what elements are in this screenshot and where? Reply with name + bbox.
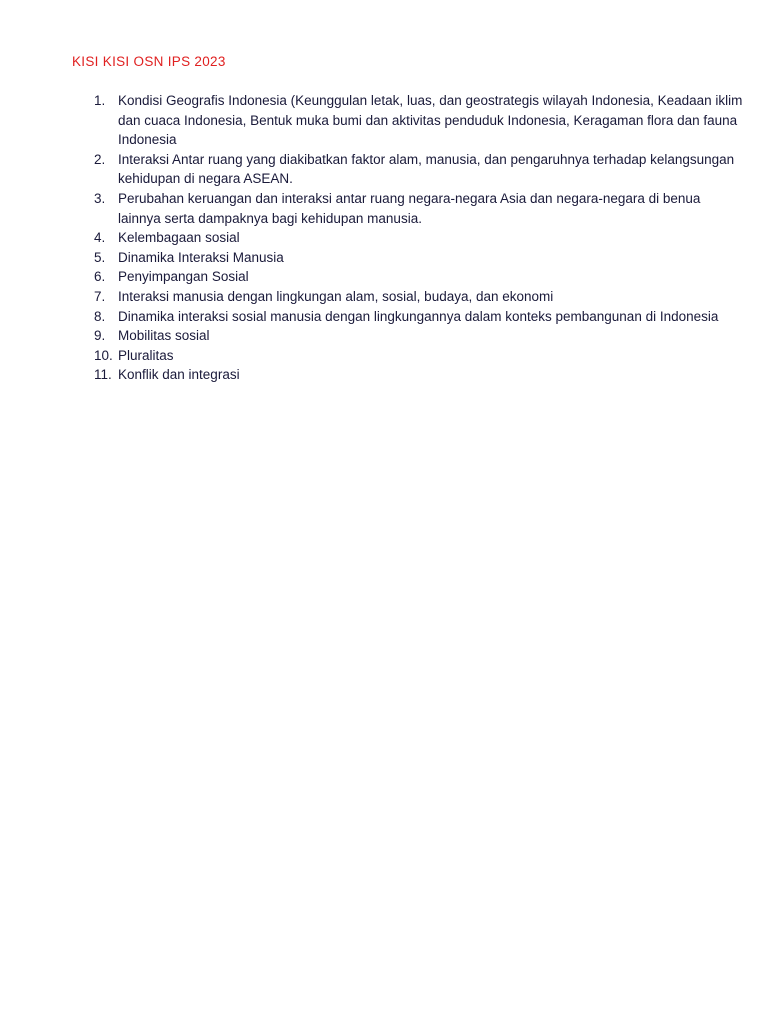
list-item-text: Interaksi manusia dengan lingkungan alam, sosial, budaya, dan ekonomi	[118, 288, 554, 304]
topic-list	[0, 91, 768, 385]
list-item	[0, 91, 768, 150]
list-item	[0, 365, 768, 385]
list-item-number: 8.	[94, 308, 106, 324]
list-item-number: 10.	[94, 347, 113, 363]
list-item-number: 6.	[94, 269, 106, 285]
list-item-number: 9.	[94, 328, 106, 344]
list-item-number: 7.	[94, 288, 106, 304]
list-item-number: 4.	[94, 230, 106, 246]
list-item-number: 1.	[94, 93, 106, 108]
list-item	[0, 346, 768, 366]
list-item-text: Kondisi Geografis Indonesia (Keunggulan letak, luas, dan geostrategis wilayah Indonesia, Keadaan iklim dan cuaca Indonesia, Bentuk muka bumi dan aktivitas penduduk Indonesia, Keragaman flora dan fauna Indonesia	[118, 93, 743, 148]
list-item	[0, 248, 768, 268]
list-item-text: Mobilitas sosial	[118, 328, 210, 344]
list-item-text: Interaksi Antar ruang yang diakibatkan faktor alam, manusia, dan pengaruhnya terhadap kelangsungan kehidupan di negara ASEAN.	[118, 151, 735, 187]
list-item-text: Dinamika interaksi sosial manusia dengan lingkungannya dalam konteks pembangunan di Indonesia	[118, 308, 719, 324]
list-item	[0, 326, 768, 346]
list-item	[0, 307, 768, 327]
list-item	[0, 287, 768, 307]
list-item-text: Kelembagaan sosial	[118, 230, 240, 246]
list-item	[0, 150, 768, 189]
document-title: KISI KISI OSN IPS 2023	[72, 54, 226, 69]
list-item-text: Pluralitas	[118, 347, 174, 363]
list-item-number: 2.	[94, 151, 106, 167]
list-item	[0, 189, 768, 228]
list-item	[0, 228, 768, 248]
list-item-text: Perubahan keruangan dan interaksi antar ruang negara-negara Asia dan negara-negara di benua lainnya serta dampaknya bagi kehidupan manusia.	[118, 190, 701, 226]
list-item-number: 11.	[94, 367, 112, 383]
list-item	[0, 267, 768, 287]
list-item-text: Dinamika Interaksi Manusia	[118, 249, 284, 265]
list-item-number: 5.	[94, 249, 106, 265]
list-item-text: Penyimpangan Sosial	[118, 269, 249, 285]
list-item-text: Konflik dan integrasi	[118, 367, 240, 383]
list-item-number: 3.	[94, 190, 106, 206]
